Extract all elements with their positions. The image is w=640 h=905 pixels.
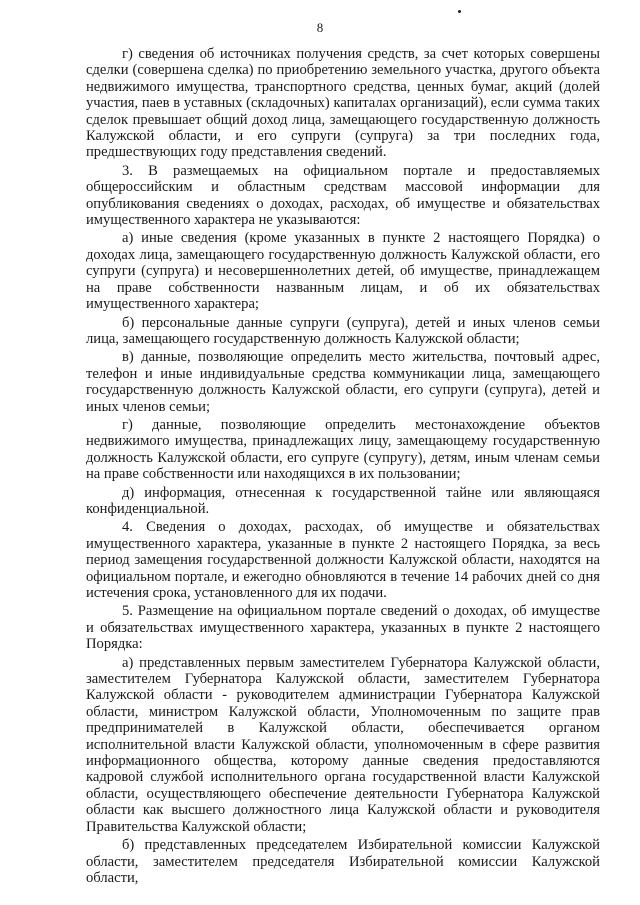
- paragraph-clause-3: 3. В размещаемых на официальном портале и предоставляемых общероссийским и областным средствам массовой информации для опубликования сведениях о доходах, расходах, об имуществе и обязательствах имущественного характера не указываются:: [86, 162, 600, 229]
- scan-speck: [458, 10, 461, 13]
- paragraph-clause-5-item-a: а) представленных первым заместителем Губернатора Калужской области, заместителем Губернатора Калужской области, заместителем Губернатора Калужской области - руководителем администрации Губернатора Калужской области, министром Калужской области, Уполномоченным по защите прав предпринимателей в Калужской области, обеспечивается органом исполнительной власти Калужской области, уполномоченным в сфере развития информационного общества, которому данные сведения предоставляются кадровой службой исполнительного органа государственной власти Калужской области, осуществляющего обеспечение деятельности Губернатора Калужской области как высшего должностного лица Калужской области и руководителя Правительства Калужской области;: [86, 654, 600, 835]
- paragraph-item-a: а) иные сведения (кроме указанных в пункте 2 настоящего Порядка) о доходах лица, замещающего государственную должность Калужской области, его супруги (супруга) и несовершеннолетних детей, об имуществе, принадлежащем на праве собственности названным лицам, и об их обязательствах имущественного характера;: [86, 230, 600, 313]
- page-number: 8: [316, 20, 324, 35]
- paragraph-clause-5-item-b: б) представленных председателем Избирательной комиссии Калужской области, заместителем председателя Избирательной комиссии Калужской области,: [86, 837, 600, 886]
- paragraph-item-d: д) информация, отнесенная к государственной тайне или являющаяся конфиденциальной.: [86, 484, 600, 517]
- paragraph-item-b: б) персональные данные супруги (супруга), детей и иных членов семьи лица, замещающего государственную должность Калужской области;: [86, 314, 600, 347]
- paragraph-clause-5: 5. Размещение на официальном портале сведений о доходах, об имуществе и обязательствах имущественного характера, указанных в пункте 2 настоящего Порядка:: [86, 603, 600, 653]
- paragraph-item-v: в) данные, позволяющие определить место жительства, почтовый адрес, телефон и иные индивидуальные средства коммуникации лица, замещающего государственную должность Калужской области, его супруги (супруга), детей и иных членов семьи;: [86, 349, 600, 415]
- document-body: [86, 46, 600, 888]
- paragraph-item-g-sources: г) сведения об источниках получения средств, за счет которых совершены сделки (совершена сделка) по приобретению земельного участка, другого объекта недвижимого имущества, транспортного средства, ценных бумаг, акций (долей участия, паев в уставных (складочных) капиталах организаций), если сумма таких сделок превышает общий доход лица, замещающего государственную должность Калужской области, и его супруги (супруга) за три последних года, предшествующих году представления сведений.: [86, 46, 600, 161]
- paragraph-item-g-location: г) данные, позволяющие определить местонахождение объектов недвижимого имущества, принадлежащих лицу, замещающему государственную должность Калужской области, его супруге (супругу), детям, иным членам семьи на праве собственности или находящихся в их пользовании;: [86, 416, 600, 483]
- paragraph-clause-4: 4. Сведения о доходах, расходах, об имуществе и обязательствах имущественного характера, указанные в пункте 2 настоящего Порядка, за весь период замещения государственной должности Калужской области, находятся на официальном портале, и ежегодно обновляются в течение 14 рабочих дней со дня истечения срока, установленного для их подачи.: [86, 519, 600, 601]
